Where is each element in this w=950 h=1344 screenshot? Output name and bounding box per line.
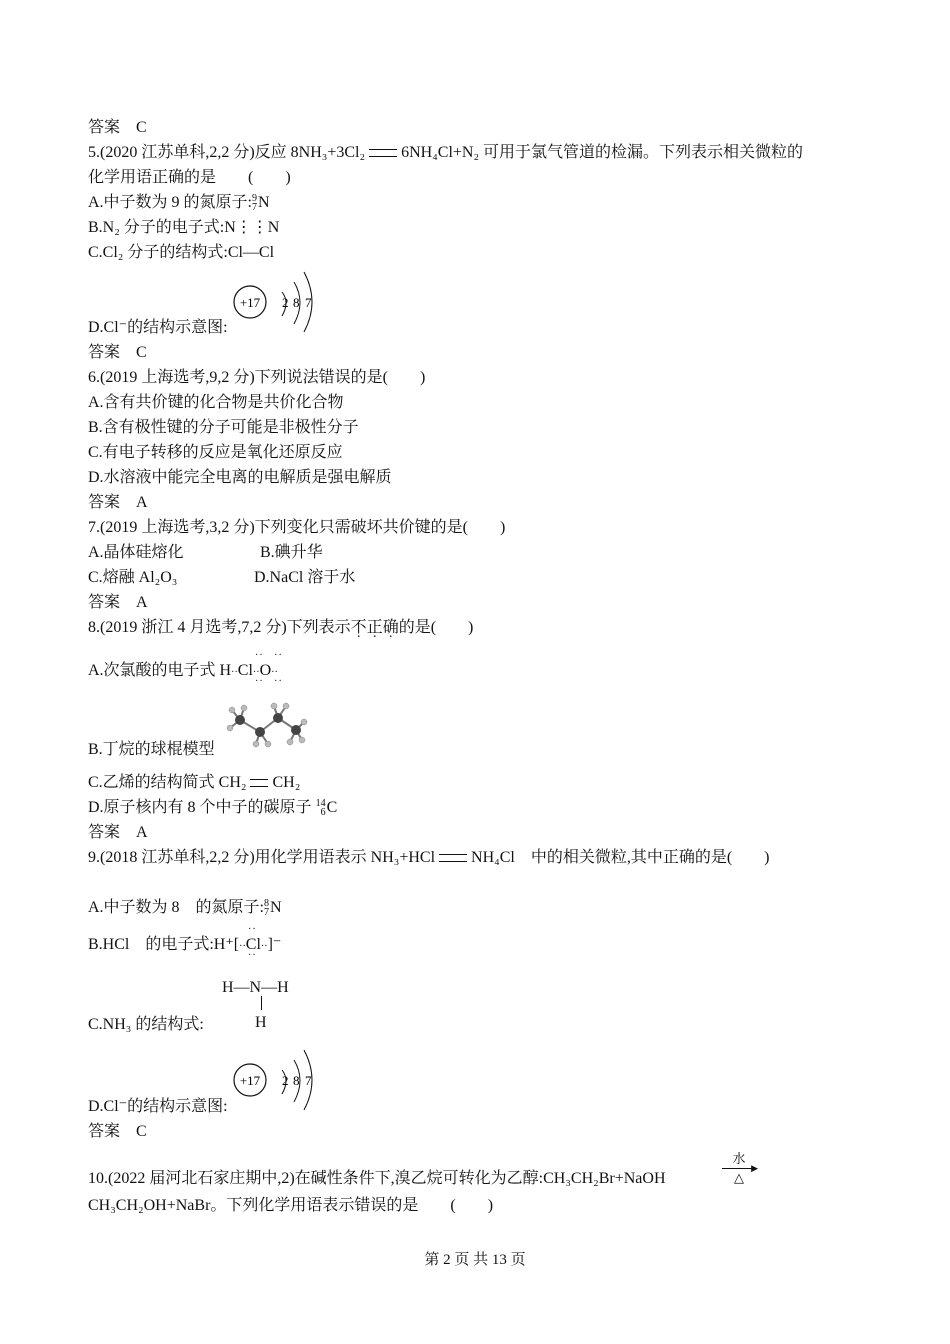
option-8d: D.原子核内有 8 个中子的碳原子 14 6 C	[88, 798, 338, 819]
option-6a: A.含有共价键的化合物是共价化合物	[88, 394, 344, 411]
option-5c: C.Cl₂ 分子的结构式:Cl—Cl	[88, 244, 275, 261]
nh3-structure-bottom: H	[255, 1014, 267, 1031]
reaction-condition: 水 ▶ △	[722, 1148, 756, 1186]
option-9b: B.HCl 的电子式:H⁺[··Cl··]⁻	[88, 936, 282, 953]
nuclide-script: 9 7	[252, 193, 258, 214]
svg-text:8: 8	[293, 295, 300, 310]
lone-pair-dots: ·· ··	[255, 676, 283, 687]
option-9c: C.NH₃ 的结构式:	[88, 1016, 204, 1033]
option-8c: C.乙烯的结构简式 CH₂ CH₂	[88, 774, 301, 791]
question-9: 9.(2018 江苏单科,2,2 分)用化学用语表示 NH₃+HCl NH₄Cl 中的相关微粒,其中正确的是( )	[88, 849, 770, 866]
answer-8: 答案 A	[88, 824, 148, 841]
question-5-line1: 5.(2020 江苏单科,2,2 分)反应 8NH₃+3Cl₂ 6NH₄Cl+N₂ 可用于氯气管道的检漏。下列表示相关微粒的	[88, 144, 804, 161]
option-6c: C.有电子转移的反应是氧化还原反应	[88, 444, 343, 461]
option-7a: A.晶体硅熔化	[88, 544, 184, 561]
answer-6: 答案 A	[88, 494, 148, 511]
answer-4: 答案 C	[88, 119, 147, 136]
question-8: 8.(2019 浙江 4 月选考,7,2 分)下列表示不正确的是( )	[88, 619, 474, 636]
nh3-structure-top: H—N—H	[222, 979, 289, 996]
cl-ion-structure-diagram	[232, 1046, 322, 1114]
svg-text:8: 8	[293, 1073, 300, 1088]
svg-text:7: 7	[305, 295, 312, 310]
svg-text:2: 2	[282, 1073, 289, 1088]
nh3-bond	[261, 996, 262, 1010]
answer-9: 答案 C	[88, 1123, 147, 1140]
option-6d: D.水溶液中能完全电离的电解质是强电解质	[88, 469, 392, 486]
question-7: 7.(2019 上海选考,3,2 分)下列变化只需破坏共价键的是( )	[88, 519, 506, 536]
option-5d: D.Cl⁻的结构示意图:	[88, 319, 228, 336]
cl-ion-structure-diagram	[232, 268, 322, 336]
lone-pair-dots: ·· ··	[255, 650, 283, 661]
svg-text:+17: +17	[239, 1073, 261, 1088]
svg-text:2: 2	[282, 295, 289, 310]
option-7c: C.熔融 Al₂O₃	[88, 569, 178, 586]
question-5-line2: 化学用语正确的是 ( )	[88, 169, 291, 186]
answer-5: 答案 C	[88, 344, 147, 361]
option-7d: D.NaCl 溶于水	[254, 569, 356, 586]
option-5b: B.N₂ 分子的电子式:N⋮⋮N	[88, 219, 280, 236]
equals-sign	[369, 149, 397, 157]
page-footer: 第 2 页 共 13 页	[424, 1252, 526, 1268]
question-10-line1: 10.(2022 届河北石家庄期中,2)在碱性条件下,溴乙烷可转化为乙醇:CH₃CH₂Br+NaOH	[88, 1170, 666, 1187]
option-9a: A.中子数为 8 的氮原子: 8 7 N	[88, 898, 282, 919]
svg-text:7: 7	[305, 1073, 312, 1088]
option-6b: B.含有极性键的分子可能是非极性分子	[88, 419, 359, 436]
butane-ball-stick-model	[226, 702, 308, 750]
nucleus-charge: +17	[239, 295, 261, 310]
option-5a: A.中子数为 9 的氮原子: 9 7 N	[88, 193, 270, 214]
question-6: 6.(2019 上海选考,9,2 分)下列说法错误的是( )	[88, 369, 426, 386]
answer-7: 答案 A	[88, 594, 148, 611]
option-8a: A.次氯酸的电子式 H··Cl··O··	[88, 662, 278, 679]
option-8b: B.丁烷的球棍模型	[88, 741, 215, 758]
reaction-arrow: ▶	[722, 1168, 756, 1169]
option-9d: D.Cl⁻的结构示意图:	[88, 1098, 228, 1115]
question-10-line2: CH₃CH₂OH+NaBr。下列化学用语表示错误的是 ( )	[88, 1197, 494, 1214]
option-7b: B.碘升华	[260, 544, 323, 561]
